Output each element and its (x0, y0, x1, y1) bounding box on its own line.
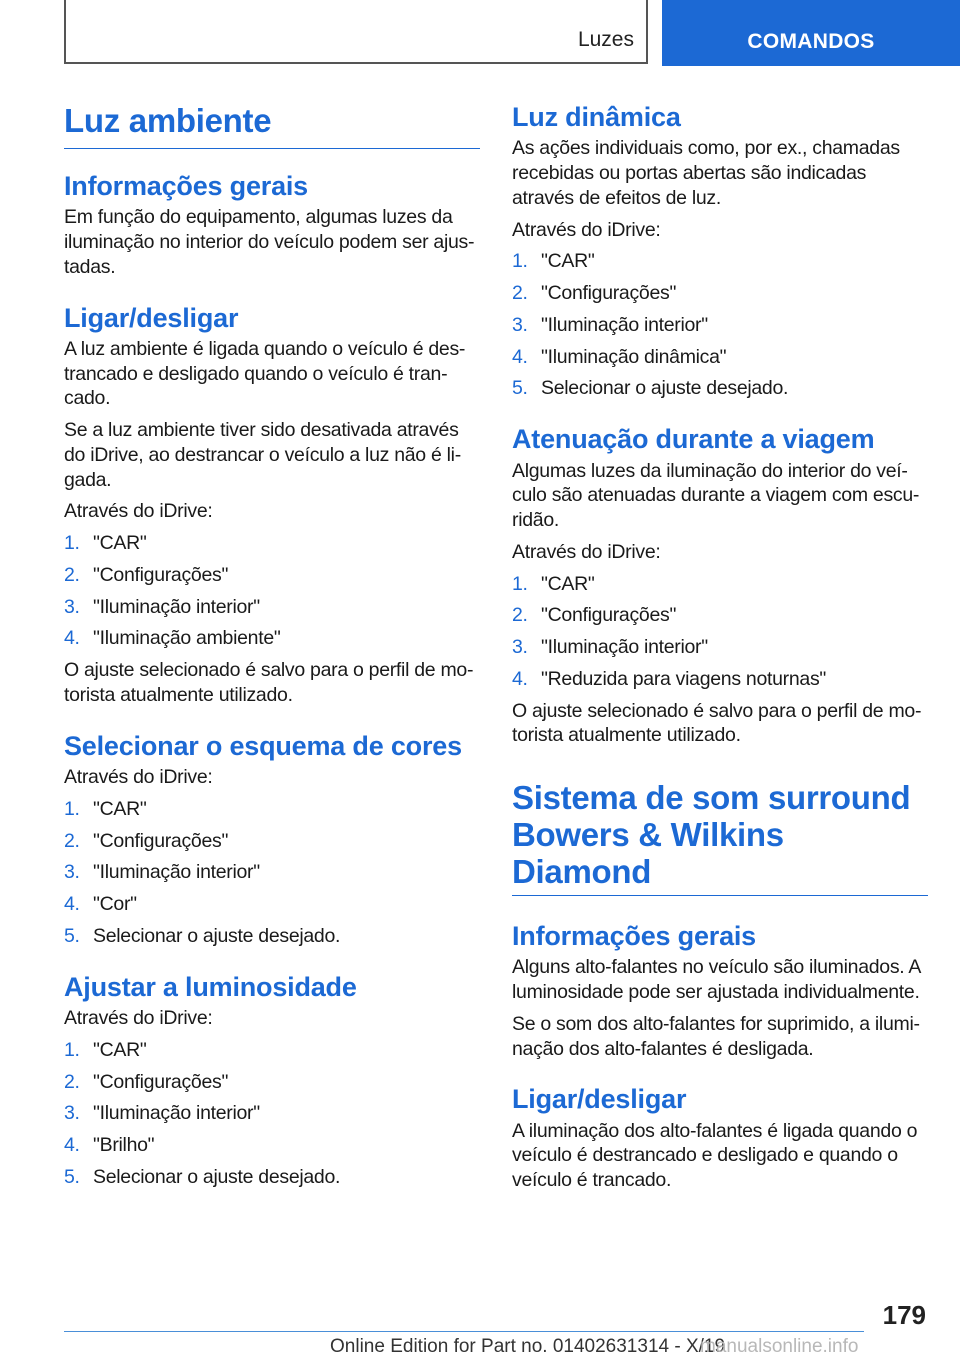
onoff-via: Através do iDrive: (64, 500, 213, 523)
dyn-text: As ações individuais como, por ex., chamadas recebidas ou portas abertas são indicadas através de efeitos de luz. (512, 137, 900, 209)
footer-edition: Online Edition for Part no. 01402631314 - X/19 (330, 1336, 726, 1357)
sound-info-text-1: Alguns alto-falantes no veículo são iluminados. A luminosidade pode ser ajustada individualmente. (512, 956, 921, 1004)
dim-after: O ajuste selecionado é salvo para o perfil de motorista atualmente utilizado. (512, 699, 922, 747)
heading-sound-ligar: Ligar/desligar (512, 1084, 687, 1115)
info-text: Em função do equipamento, algumas luzes da iluminação no interior do veículo podem ser ajustadas. (64, 206, 475, 278)
list-item: 2. "Configurações" (64, 829, 229, 852)
title-rule (64, 148, 480, 149)
list-item: 4. "Cor" (64, 893, 137, 916)
list-item: 5. Selecionar o ajuste desejado. (64, 924, 341, 947)
heading-esquema-cores: Selecionar o esquema de cores (64, 730, 462, 761)
list-item: 3. "Iluminação interior" (512, 313, 708, 336)
list-item: 3. "Iluminação interior" (64, 595, 260, 618)
list-item: 5. Selecionar o ajuste desejado. (512, 377, 789, 400)
dim-text: Algumas luzes da iluminação do interior do veículo são atenuadas durante a viagem com escuridão. (512, 459, 920, 532)
right-column (512, 100, 928, 1193)
footer-watermark: manualsonline.info (700, 1336, 859, 1357)
bright-steps (64, 1038, 480, 1190)
list-item: 2. "Configurações" (512, 604, 677, 627)
list-item: 2. "Configurações" (64, 563, 229, 586)
header-section-title: Luzes (577, 28, 634, 51)
list-item: 2. "Configurações" (512, 282, 677, 305)
left-column (64, 100, 480, 1190)
footer-rule (64, 1331, 864, 1332)
title-rule (512, 895, 928, 896)
list-item: 1. "CAR" (64, 797, 147, 820)
section-title-sistema-som: Sistema de som surround Bowers & Wilkins Diamond (512, 779, 911, 890)
sound-info-text-2: Se o som dos alto-falantes for suprimido, a iluminação dos alto-falantes é desligada. (512, 1012, 920, 1060)
list-item: 1. "CAR" (512, 572, 595, 595)
heading-ligar-desligar: Ligar/desligar (64, 302, 239, 333)
list-item: 4. "Reduzida para viagens noturnas" (512, 667, 827, 690)
onoff-after: O ajuste selecionado é salvo para o perfil de motorista atualmente utilizado. (64, 659, 474, 706)
list-item: 2. "Configurações" (64, 1070, 229, 1093)
dim-via: Através do iDrive: (512, 540, 661, 563)
dyn-via: Através do iDrive: (512, 218, 661, 241)
list-item: 4. "Iluminação dinâmica" (512, 345, 727, 368)
onoff-text-2: Se a luz ambiente tiver sido desativada através do iDrive, ao destrancar o veículo a luz não é ligada. (64, 419, 462, 491)
onoff-text-1: A luz ambiente é ligada quando o veículo é destrancado e desligado quando o veículo é trancado. (64, 337, 466, 410)
list-item: 4. "Iluminação ambiente" (64, 627, 281, 650)
heading-luz-dinamica: Luz dinâmica (512, 102, 681, 132)
dyn-steps (512, 249, 928, 401)
heading-atenuacao: Atenuação durante a viagem (512, 424, 875, 455)
list-item: 1. "CAR" (64, 532, 147, 555)
color-via: Através do iDrive: (64, 766, 213, 789)
heading-informacoes-gerais: Informações gerais (64, 170, 309, 201)
bright-via: Através do iDrive: (64, 1007, 213, 1030)
list-item: 5. Selecionar o ajuste desejado. (64, 1165, 341, 1188)
list-item: 4. "Brilho" (64, 1134, 155, 1157)
page-number: 179 (882, 1300, 926, 1330)
sound-onoff-text: A iluminação dos alto-falantes é ligada quando o veículo é destrancado e desligado e quando o veículo é trancado. (512, 1119, 918, 1192)
color-steps (64, 797, 480, 949)
list-item: 3. "Iluminação interior" (64, 861, 260, 884)
heading-luminosidade: Ajustar a luminosidade (64, 971, 357, 1002)
section-title-luz-ambiente: Luz ambiente (64, 102, 272, 139)
list-item: 3. "Iluminação interior" (64, 1102, 260, 1125)
onoff-steps (64, 531, 480, 651)
header-chapter-tab[interactable]: COMANDOS (662, 0, 960, 66)
dim-steps (512, 572, 928, 692)
header-bar (64, 0, 648, 64)
list-item: 1. "CAR" (64, 1038, 147, 1061)
list-item: 3. "Iluminação interior" (512, 636, 708, 659)
list-item: 1. "CAR" (512, 250, 595, 273)
heading-sound-informacoes: Informações gerais (512, 920, 757, 951)
